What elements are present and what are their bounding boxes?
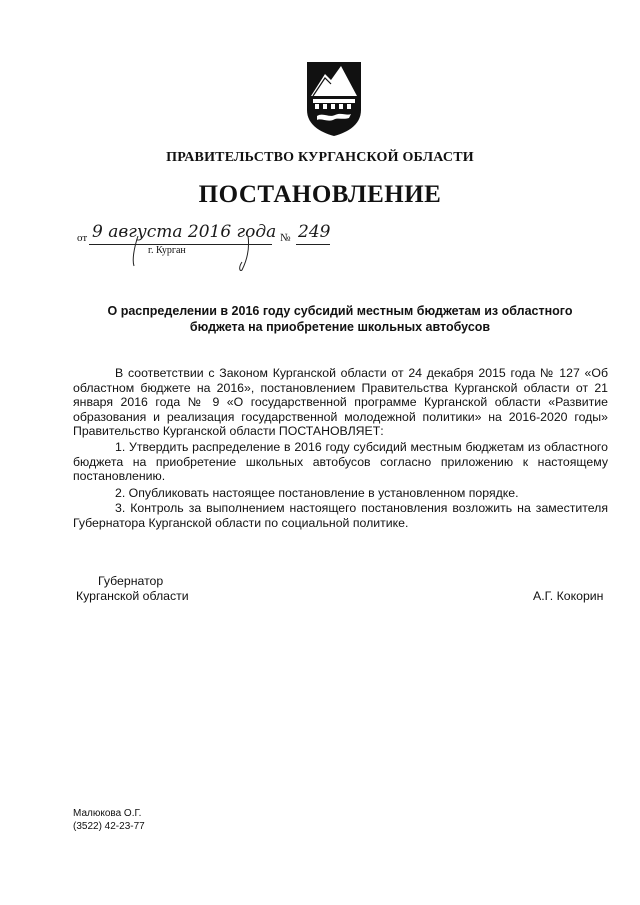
signatory-title-line1: Губернатор — [98, 574, 164, 588]
preamble-paragraph: В соответствии с Законом Курганской области от 24 декабря 2015 года № 127 «Об областном бюджете на 2016», постановлением Правительства Курганской области от 21 января 2016 года № 9 «О государственной программе Курганской области «Развитие образования и реализация государственной молодежной политики» на 2016-2020 годы» Правительство Курганской области ПОСТАНОВЛЯЕТ: — [73, 366, 608, 439]
handwritten-number: 249 — [298, 222, 331, 242]
coat-of-arms-icon — [303, 58, 365, 138]
executor-phone: (3522) 42-23-77 — [73, 821, 145, 832]
item-3-paragraph: 3. Контроль за выполнением настоящего постановления возложить на заместителя Губернатора Курганской области по социальной политике. — [73, 501, 608, 530]
number-underline — [296, 244, 330, 245]
item-2-paragraph: 2. Опубликовать настоящее постановление в установленном порядке. — [115, 486, 519, 500]
document-type-heading: ПОСТАНОВЛЕНИЕ — [198, 181, 442, 208]
city-label: г. Курган — [148, 245, 186, 256]
government-name: ПРАВИТЕЛЬСТВО КУРГАНСКОЙ ОБЛАСТИ — [166, 150, 474, 165]
number-prefix: № — [280, 232, 291, 244]
handwritten-date: 9 августа 2016 года — [92, 222, 277, 242]
document-title: О распределении в 2016 году субсидий местным бюджетам из областного бюджета на приобретение школьных автобусов — [107, 304, 573, 334]
executor-name: Малюкова О.Г. — [73, 808, 142, 819]
item-1-paragraph: 1. Утвердить распределение в 2016 году субсидий местным бюджетам из областного бюджета на приобретение школьных автобусов согласно приложению к настоящему постановлению. — [73, 440, 608, 484]
date-prefix: от — [77, 232, 88, 244]
signatory-title-line2: Курганской области — [76, 589, 189, 603]
handwriting-tails — [120, 232, 280, 282]
signatory-name: А.Г. Кокорин — [533, 589, 604, 603]
